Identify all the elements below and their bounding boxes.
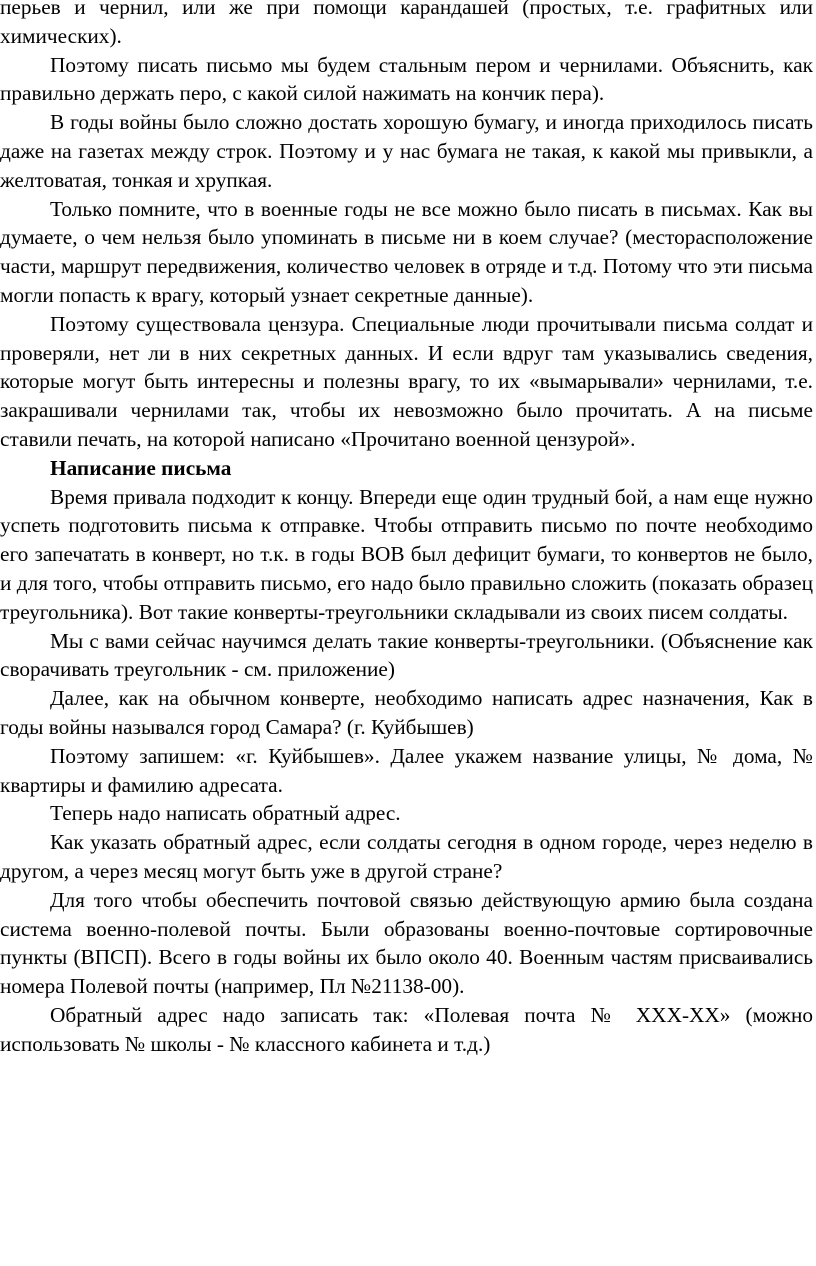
paragraph-censorship: Поэтому существовала цензура. Специальные люди прочитывали письма солдат и проверяли, нет ли в них секретных данных. И если вдруг там указывались сведения, которые могут быть интересны и полезны врагу, то их «вымарывали» чернилами, т.е. закрашивали чернилами так, чтобы их невозможно было прочитать. А на письме ставили печать, на которой написано «Прочитано военной цензурой».: [0, 311, 813, 451]
paragraph-triangle: Мы с вами сейчас научимся делать такие конверты-треугольники. (Объяснение как сворачивать треугольник - см. приложение): [0, 628, 813, 682]
paragraph-field-post: Для того чтобы обеспечить почтовой связью действующую армию была создана система военно-полевой почты. Были образованы военно-почтовые сортировочные пункты (ВПСП). Всего в годы войны их было около 40. Военным частям присваивались номера Полевой почты (например, Пл №21138-00).: [0, 887, 813, 999]
paragraph-writing-tools: перьев и чернил, или же при помощи карандашей (простых, т.е. графитных или химических).: [0, 0, 813, 48]
paragraph-paper: В годы войны было сложно достать хорошую бумагу, и иногда приходилось писать даже на газетах между строк. Поэтому и у нас бумага не такая, к какой мы привыкли, а желтоватая, тонкая и хрупкая.: [0, 110, 813, 192]
paragraph-field-post-format: Обратный адрес надо записать так: «Полевая почта № XXX-XX» (можно использовать № школы - № классного кабинета и т.д.): [0, 1002, 813, 1056]
section-heading: Написание письма: [50, 455, 232, 480]
paragraph-return-address: Теперь надо написать обратный адрес.: [50, 801, 401, 826]
paragraph-envelope: Время привала подходит к концу. Впереди еще один трудный бой, а нам еще нужно успеть подготовить письма к отправке. Чтобы отправить письмо по почте необходимо его запечатать в конверт, но т.к. в годы ВОВ был дефицит бумаги, то конвертов не было, и для того, чтобы отправить письмо, его надо было правильно сложить (показать образец треугольника). Вот такие конверты-треугольники складывали из своих писем солдаты.: [0, 484, 813, 624]
paragraph-address: Далее, как на обычном конверте, необходимо написать адрес назначения, Как в годы войны назывался город Самара? (г. Куйбышев): [0, 686, 813, 739]
paragraph-steel-pen: Поэтому писать письмо мы будем стальным пером и чернилами. Объяснить, как правильно держать перо, с какой силой нажимать на кончик пера).: [0, 52, 813, 106]
paragraph-kuibyshev: Поэтому запишем: «г. Куйбышев». Далее укажем название улицы, № дома, № квартиры и фамилию адресата.: [0, 743, 813, 797]
paragraph-secrets: Только помните, что в военные годы не все можно было писать в письмах. Как вы думаете, о чем нельзя было упоминать в письме ни в коем случае? (месторасположение части, маршрут передвижения, количество человек в отряде и т.д. Потому что эти письма могли попасть к врагу, который узнает секретные данные).: [0, 196, 813, 307]
paragraph-return-question: Как указать обратный адрес, если солдаты сегодня в одном городе, через неделю в другом, а через месяц могут быть уже в другой стране?: [0, 830, 813, 883]
